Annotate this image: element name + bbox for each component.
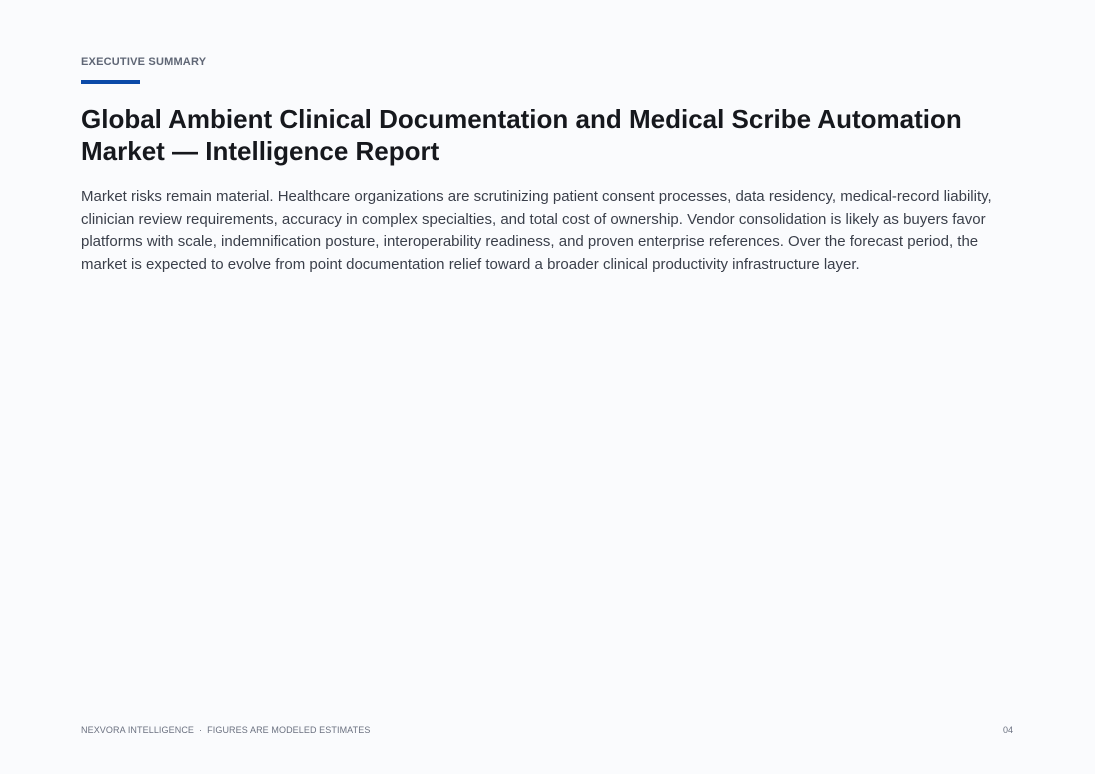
summary-paragraph: Market risks remain material. Healthcare organizations are scrutinizing patient consent processes, data residency, medical-record liability, clinician review requirements, accuracy in complex specialties, and total cost of ownership. Vendor consolidation is likely as buyers favor platforms with scale, indemnification posture, interoperability readiness, and proven enterprise references. Over the forecast period, the market is expected to evolve from point documentation relief toward a broader clinical productivity infrastructure layer. [81, 188, 992, 274]
footer-brand: NEXVORA INTELLIGENCE [81, 725, 195, 735]
report-page [81, 0, 1015, 774]
page-number: 04 [1002, 725, 1013, 735]
footer-credits [81, 725, 370, 735]
page-title: Global Ambient Clinical Documentation and Medical Scribe Automation Market — Intelligence Report [81, 104, 962, 166]
footer-separator: · [199, 725, 203, 735]
accent-bar [81, 80, 140, 84]
section-label: EXECUTIVE SUMMARY [81, 56, 207, 68]
footer-note: FIGURES ARE MODELED ESTIMATES [207, 725, 371, 735]
